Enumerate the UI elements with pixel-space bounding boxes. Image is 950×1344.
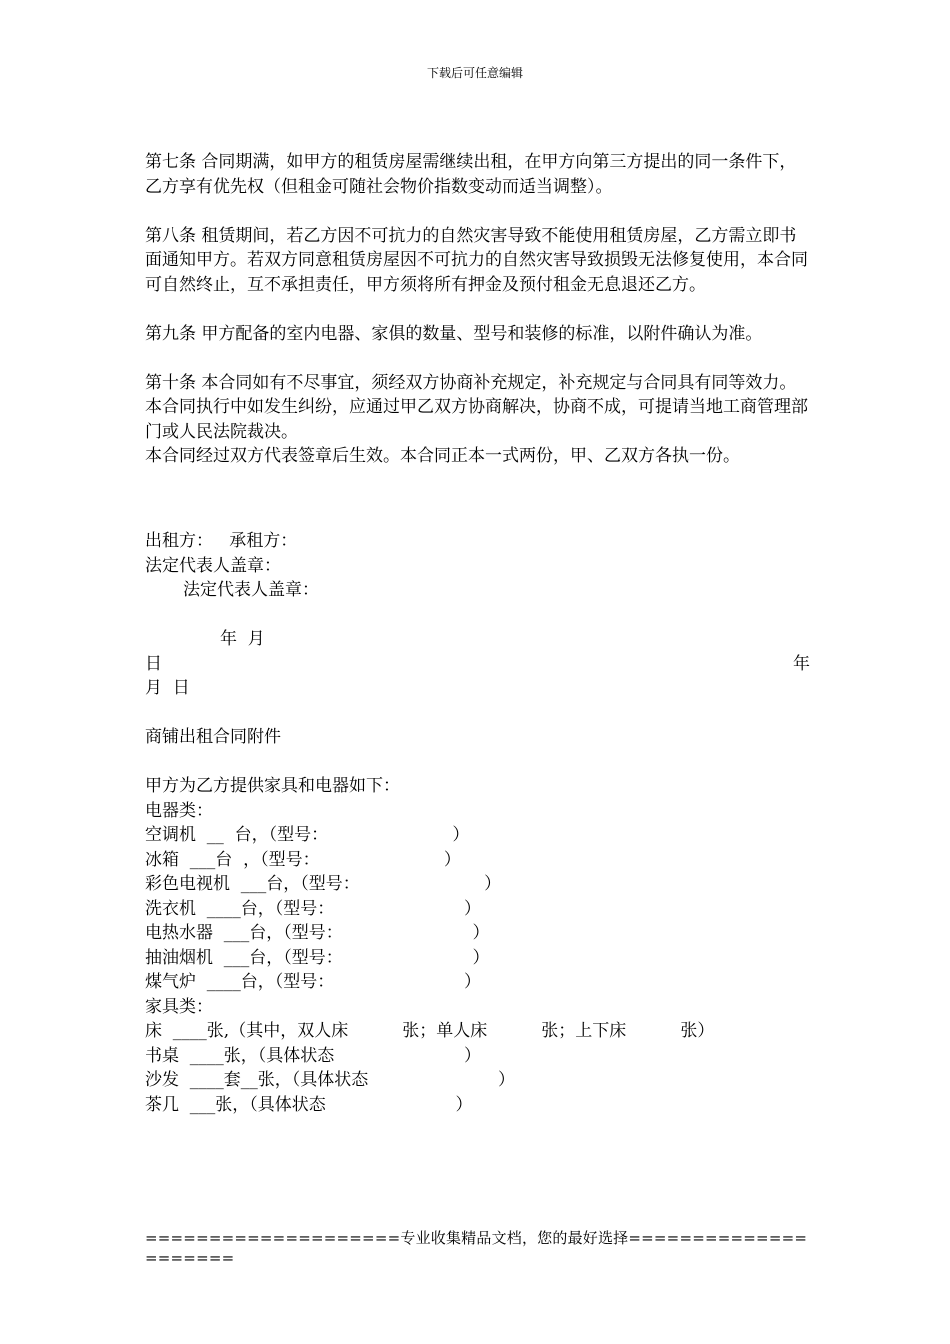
- signature-month-day-lessee: 月 日: [145, 678, 190, 698]
- spacer: [145, 603, 810, 628]
- article-10: 第十条 本合同如有不尽事宜，须经双方协商补充规定，补充规定与合同具有同等效力。: [145, 372, 797, 393]
- appliance-item: 彩色电视机 ___台，（型号： ）: [145, 874, 502, 894]
- signature-day-lessor: 日: [145, 653, 162, 674]
- spacer: [145, 505, 810, 530]
- dispute-clause: 本合同执行中如发生纠纷，应通过甲乙双方协商解决，协商不成，可提请当地工商管理部门或人民法院裁决。: [145, 397, 808, 442]
- signature-date-lessor: 年 月: [220, 629, 265, 649]
- signature-date-row: [145, 652, 810, 677]
- article-7: 第七条 合同期满，如甲方的租赁房屋需继续出租，在甲方向第三方提出的同一条件下，乙方享有优先权（但租金可随社会物价指数变动而适当调整）。: [145, 152, 797, 197]
- appliance-item: 空调机 __ 台，（型号： ）: [145, 825, 470, 845]
- furniture-item: 沙发 ____套__张，（具体状态 ）: [145, 1070, 515, 1090]
- furniture-item: 床 ____张,（其中，双人床 张；单人床 张；上下床 张）: [145, 1021, 715, 1041]
- appliance-item: 冰箱 ___台 ，（型号： ）: [145, 849, 461, 870]
- document-body: [145, 150, 810, 1117]
- spacer: [145, 750, 810, 775]
- article-8: 第八条 租赁期间，若乙方因不可抗力的自然灾害导致不能使用租赁房屋，乙方需立即书面通知甲方。若双方同意租赁房屋因不可抗力的自然灾害导致损毁无法修复使用，本合同可自然终止，互不承担责任，甲方须将所有押金及预付租金无息退还乙方。: [145, 225, 808, 295]
- furniture-item: 书桌 ____张，（具体状态 ）: [145, 1045, 481, 1066]
- effect-clause: 本合同经过双方代表签章后生效。本合同正本一式两份，甲、乙双方各执一份。: [145, 446, 740, 466]
- spacer: [145, 297, 810, 322]
- signature-rep-lessor: 法定代表人盖章：: [145, 555, 281, 576]
- appliance-item: 抽油烟机 ___台，（型号： ）: [145, 947, 490, 968]
- appendix-intro: 甲方为乙方提供家具和电器如下：: [145, 776, 400, 796]
- spacer: [145, 199, 810, 224]
- signature-parties: 出租方： 承租方：: [145, 531, 298, 551]
- appliance-item: 洗衣机 ____台，（型号： ）: [145, 898, 481, 919]
- footer-text: ====================专业收集精品文档，您的最好选择=====================: [145, 1229, 808, 1267]
- furniture-heading: 家具类：: [145, 996, 213, 1017]
- appliance-item: 煤气炉 ____台，（型号： ）: [145, 972, 481, 992]
- page-header-note: 下载后可任意编辑: [426, 66, 523, 80]
- page-footer-banner: [145, 1228, 810, 1268]
- appliance-item: 电热水器 ___台，（型号： ）: [145, 923, 490, 943]
- article-9: 第九条 甲方配备的室内电器、家俱的数量、型号和装修的标准，以附件确认为准。: [145, 323, 763, 344]
- spacer: [145, 346, 810, 371]
- spacer: [145, 701, 810, 726]
- signature-year-lessee: 年: [793, 653, 810, 674]
- signature-rep-lessee: 法定代表人盖章：: [183, 580, 319, 600]
- appendix-title: 商铺出租合同附件: [145, 727, 281, 747]
- appliance-heading: 电器类：: [145, 800, 213, 821]
- furniture-item: 茶几 ___张，（具体状态 ）: [145, 1094, 473, 1115]
- spacer: [145, 469, 810, 505]
